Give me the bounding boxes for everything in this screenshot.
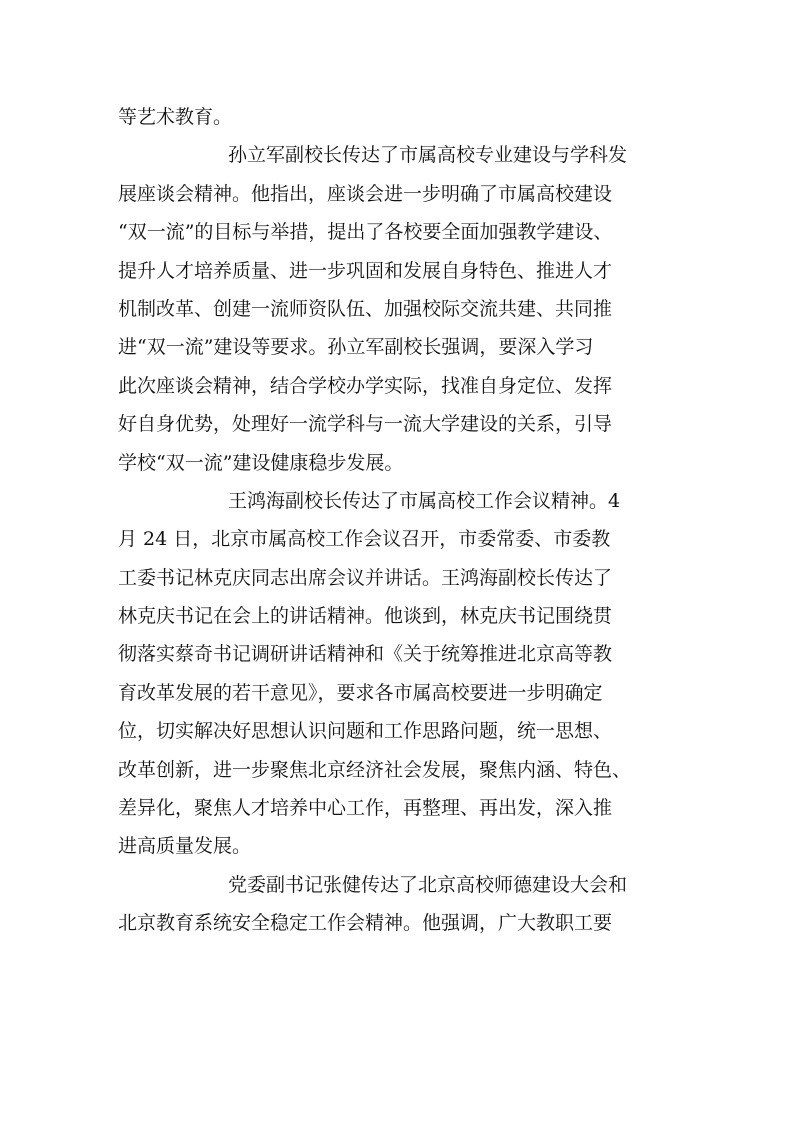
paragraph-line: 育改革发展的若干意见》，要求各市属高校要进一步明确定: [118, 681, 603, 704]
paragraph-line: 位，切实解决好思想认识问题和工作思路问题，统一思想、: [118, 720, 613, 743]
paragraph-line: “双一流”的目标与举措，提出了各校要全面加强教学建设、: [118, 221, 613, 244]
paragraph-line: 工委书记林克庆同志出席会议并讲话。王鸿海副校长传达了: [118, 566, 613, 589]
document-body: [118, 98, 678, 943]
paragraph-first-line: 王鸿海副校长传达了市属高校工作会议精神。4: [228, 489, 621, 512]
paragraph-line: 进高质量发展。: [118, 835, 252, 858]
paragraph-line: 好自身优势，处理好一流学科与一流大学建设的关系，引导: [118, 413, 613, 436]
paragraph-line: 差异化，聚焦人才培养中心工作，再整理、再出发，深入推: [118, 797, 613, 820]
paragraph-line: 月 24 日，北京市属高校工作会议召开，市委常委、市委教: [118, 528, 611, 551]
paragraph-line: 进“双一流”建设等要求。孙立军副校长强调，要深入学习: [118, 336, 594, 359]
paragraph-line: 北京教育系统安全稳定工作会精神。他强调，广大教职工要: [118, 912, 613, 935]
paragraph-line: 提升人才培养质量、进一步巩固和发展自身特色、推进人才: [118, 259, 613, 282]
paragraph-line: 林克庆书记在会上的讲话精神。他谈到，林克庆书记围绕贯: [118, 605, 613, 628]
paragraph-line: 此次座谈会精神，结合学校办学实际，找准自身定位、发挥: [118, 374, 613, 397]
paragraph-line: 等艺术教育。: [118, 106, 233, 128]
paragraph-line: 学校“双一流”建设健康稳步发展。: [118, 451, 404, 474]
paragraph-first-line: 党委副书记张健传达了北京高校师德建设大会和: [228, 873, 628, 896]
paragraph-line: 彻落实蔡奇书记调研讲话精神和《关于统筹推进北京高等教: [118, 643, 613, 666]
paragraph-line: 展座谈会精神。他指出，座谈会进一步明确了市属高校建设: [118, 182, 613, 205]
paragraph-line: 机制改革、创建一流师资队伍、加强校际交流共建、共同推: [118, 297, 613, 320]
paragraph-line: 改革创新，进一步聚焦北京经济社会发展，聚焦内涵、特色、: [118, 758, 632, 781]
paragraph-first-line: 孙立军副校长传达了市属高校专业建设与学科发: [228, 144, 628, 167]
